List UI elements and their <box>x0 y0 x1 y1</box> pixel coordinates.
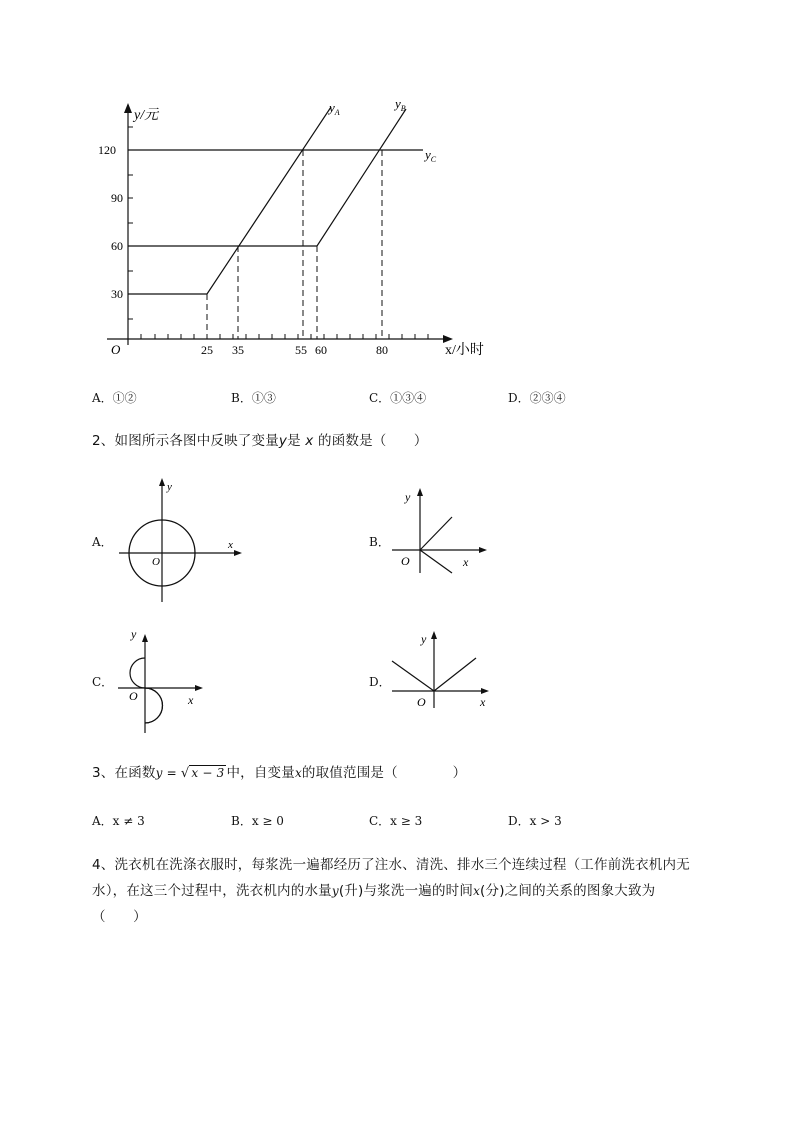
svg-text:y: y <box>167 481 172 493</box>
q1-option-b[interactable]: B．①③ <box>231 391 276 405</box>
x-tick-60: 60 <box>315 343 327 357</box>
svg-text:x: x <box>480 695 486 709</box>
label-yc: $y_C$ <box>425 147 437 164</box>
x-tick-35: 35 <box>232 343 244 357</box>
q3-suffix: 的取值范围是（ ） <box>301 765 467 781</box>
q4-line2: 水），在这三个过程中，洗衣机内的水量y(升)与浆洗一遍的时间x(分)之间的关系的图象大致为 <box>92 883 656 899</box>
cost-graph <box>95 95 505 370</box>
y-axis-arrow <box>124 103 132 113</box>
x-tick-55: 55 <box>295 343 307 357</box>
svg-text:x: x <box>188 693 194 707</box>
svg-text:x: x <box>228 539 233 551</box>
q3-var: x <box>294 766 302 780</box>
x-axis-arrow <box>443 335 453 343</box>
q3-option-a[interactable]: A．x ≠ 3 <box>92 814 145 828</box>
q3-question: 3、在函数y = √ x − 3 中，自变量x的取值范围是（ ） <box>92 765 467 781</box>
origin-label: O <box>111 342 121 357</box>
q2-var-y: y <box>278 433 288 449</box>
svg-text:y: y <box>405 490 411 504</box>
svg-text:O: O <box>129 689 138 703</box>
q2-option-c[interactable]: C． <box>92 675 114 689</box>
q3-func-lhs: y = <box>155 766 181 780</box>
q2-option-d[interactable]: D． <box>369 675 391 689</box>
y-tick-30: 30 <box>111 287 123 301</box>
x-tick-80: 80 <box>376 343 388 357</box>
svg-text:y: y <box>421 632 427 646</box>
label-yb: $y_B$ <box>395 96 406 113</box>
q3-radicand: x − 3 <box>191 766 225 780</box>
svg-text:O: O <box>417 695 426 709</box>
q4-answer-blank: （ ） <box>92 909 147 925</box>
q2-mid: 是 <box>287 433 301 449</box>
label-ya: $y_A$ <box>329 100 340 117</box>
q1-option-c[interactable]: C．①③④ <box>369 391 427 405</box>
q3-prefix: 3、在函数 <box>92 765 156 781</box>
x-tick-25: 25 <box>201 343 213 357</box>
q3-option-c[interactable]: C．x ≥ 3 <box>369 814 423 828</box>
q2-figure-a <box>115 475 245 605</box>
line-yb <box>128 109 406 246</box>
q2-question <box>92 429 428 449</box>
line-ya <box>128 107 331 294</box>
q1-option-d[interactable]: D．②③④ <box>508 391 566 405</box>
q3-option-b[interactable]: B．x ≥ 0 <box>231 814 284 828</box>
y-axis-label: y/元 <box>134 108 159 123</box>
q2-end: 的函数是（ ） <box>318 433 428 449</box>
q1-option-a[interactable]: A．①② <box>92 391 137 405</box>
q3-middle: 中，自变量 <box>226 765 295 781</box>
q2-figure-b <box>388 485 488 575</box>
q4-line1: 4、洗衣机在洗涤衣服时，每浆洗一遍都经历了注水、清洗、排水三个连续过程（工作前洗衣机内无 <box>92 857 690 873</box>
q2-option-a[interactable]: A． <box>92 535 113 549</box>
q3-option-d[interactable]: D．x > 3 <box>508 814 562 828</box>
q2-figure-c <box>115 625 210 735</box>
q2-var-x: x <box>305 433 314 449</box>
svg-text:O: O <box>152 556 160 568</box>
q2-option-b[interactable]: B． <box>369 535 390 549</box>
svg-text:O: O <box>401 554 410 568</box>
y-tick-60: 60 <box>111 239 123 253</box>
x-axis-label: x/小时 <box>445 343 484 358</box>
q2-figure-d <box>388 628 493 713</box>
svg-text:x: x <box>463 555 469 569</box>
y-tick-90: 90 <box>111 191 123 205</box>
svg-text:y: y <box>131 627 137 641</box>
q2-text: 2、如图所示各图中反映了变量 <box>92 433 279 449</box>
y-tick-120: 120 <box>98 143 116 157</box>
